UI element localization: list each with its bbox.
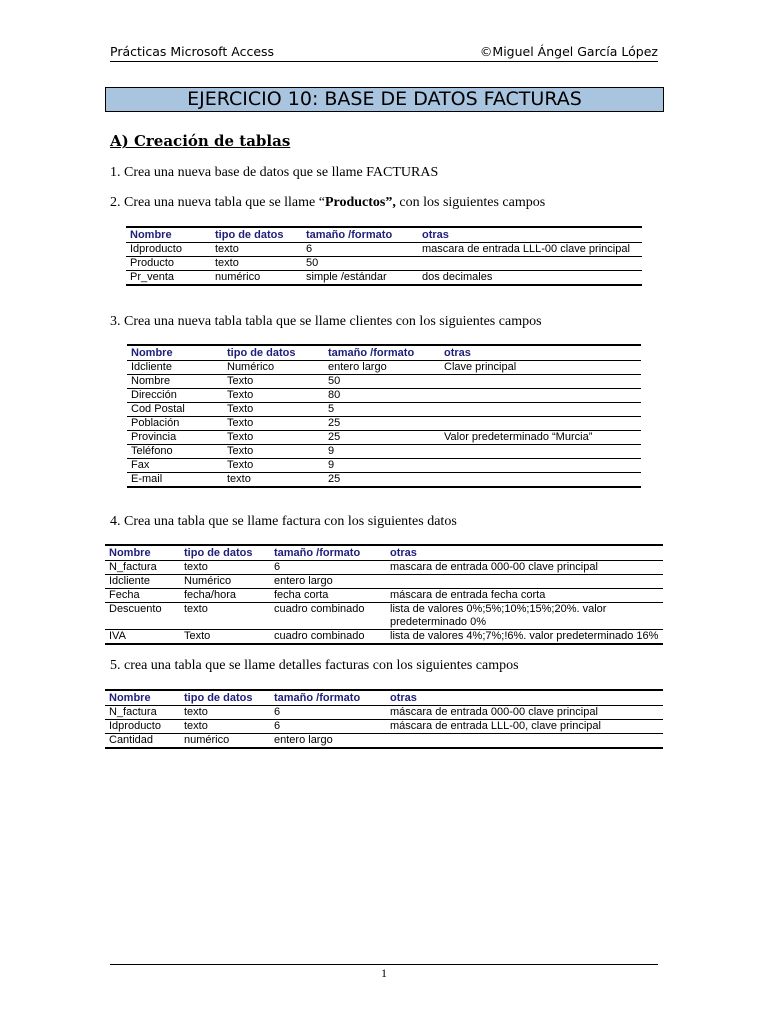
table-cell: texto [211,243,302,257]
table-cell: Cantidad [105,734,180,749]
table-cell: Texto [180,630,270,645]
instruction-5: 5. crea una tabla que se llame detalles facturas con los siguientes campos [110,658,519,673]
table-cell: Descuento [105,603,180,630]
table-cell: fecha corta [270,589,386,603]
column-header: otras [386,545,663,561]
table-cell: N_factura [105,706,180,720]
table-cell: texto [180,720,270,734]
table-row [126,257,642,271]
table-cell: Texto [223,375,324,389]
table-cell: texto [180,561,270,575]
table-cell: Cod Postal [127,403,223,417]
table-cell: Texto [223,445,324,459]
table-cell [440,403,641,417]
table-cell: máscara de entrada 000-00 clave principal [386,706,663,720]
table-cell: Idproducto [126,243,211,257]
table-cell: Valor predeterminado “Murcia” [440,431,641,445]
table-cell: Texto [223,389,324,403]
table-cell: máscara de entrada fecha corta [386,589,663,603]
table-cell: entero largo [270,575,386,589]
table-cell: 50 [324,375,440,389]
table-cell: Pr_venta [126,271,211,286]
column-header: otras [418,227,642,243]
table-cell: Texto [223,459,324,473]
table-cell [440,445,641,459]
table-cell: 9 [324,445,440,459]
instruction-2-post: con los siguientes campos [395,195,546,210]
instruction-2 [110,195,545,211]
column-header: Nombre [105,545,180,561]
table-cell [440,389,641,403]
table-cell: Texto [223,403,324,417]
table-row [127,375,641,389]
table-row [105,734,663,749]
table-cell: texto [180,603,270,630]
column-header: Nombre [126,227,211,243]
table-cell: Idcliente [127,361,223,375]
column-header: tipo de datos [180,690,270,706]
table-row [127,459,641,473]
table-cell: Teléfono [127,445,223,459]
table-row [105,603,663,630]
table-cell: numérico [180,734,270,749]
table-cell: Texto [223,417,324,431]
table-cell: Nombre [127,375,223,389]
table-cell [440,417,641,431]
table-cell: 6 [270,720,386,734]
header-left: Prácticas Microsoft Access [110,44,275,59]
table-cell: texto [223,473,324,488]
table-cell: Numérico [180,575,270,589]
table-cell: 80 [324,389,440,403]
column-header: otras [440,345,641,361]
table-cell: mascara de entrada LLL-00 clave principal [418,243,642,257]
section-heading: A) Creación de tablas [110,132,291,150]
column-header: tipo de datos [223,345,324,361]
table-cell: 25 [324,431,440,445]
table-row [127,417,641,431]
clientes-table [127,344,641,488]
table-cell: mascara de entrada 000-00 clave principal [386,561,663,575]
table-cell: 50 [302,257,418,271]
column-header: Nombre [105,690,180,706]
table-cell: entero largo [324,361,440,375]
table-row [127,473,641,488]
column-header: otras [386,690,663,706]
table-cell: lista de valores 4%;7%;!6%. valor predeterminado 16% [386,630,663,645]
table-row [105,706,663,720]
table-row [105,575,663,589]
table-cell: cuadro combinado [270,630,386,645]
table-cell: Texto [223,431,324,445]
table-cell [440,473,641,488]
table-cell: Numérico [223,361,324,375]
table-cell: Fax [127,459,223,473]
table-cell: E-mail [127,473,223,488]
table-cell [440,375,641,389]
table-row [127,445,641,459]
table-cell: 25 [324,417,440,431]
page-header [110,44,658,62]
column-header: tipo de datos [180,545,270,561]
table-row [105,589,663,603]
table-row [127,361,641,375]
table-cell: numérico [211,271,302,286]
table-cell: 6 [270,706,386,720]
table-cell: Idcliente [105,575,180,589]
instruction-1: 1. Crea una nueva base de datos que se llame FACTURAS [110,165,439,180]
table-cell: Dirección [127,389,223,403]
exercise-title: EJERCICIO 10: BASE DE DATOS FACTURAS [105,87,664,112]
table-cell: texto [180,706,270,720]
instruction-2-pre: 2. Crea una nueva tabla que se llame “ [110,195,325,210]
table-cell: Provincia [127,431,223,445]
table-cell: lista de valores 0%;5%;10%;15%;20%. valor predeterminado 0% [386,603,663,630]
table-cell: 9 [324,459,440,473]
table-cell: 6 [302,243,418,257]
table-row [127,389,641,403]
table-cell: Población [127,417,223,431]
table-cell [418,257,642,271]
table-row [105,630,663,645]
column-header: tamaño /formato [270,690,386,706]
page-number: 1 [381,966,387,980]
table-cell: dos decimales [418,271,642,286]
table-cell: IVA [105,630,180,645]
column-header: tamaño /formato [302,227,418,243]
table-cell: 6 [270,561,386,575]
instruction-3: 3. Crea una nueva tabla tabla que se llame clientes con los siguientes campos [110,314,542,329]
table-row [105,720,663,734]
table-row [105,561,663,575]
table-row [127,403,641,417]
footer-rule [110,964,658,965]
detalles-table [105,689,663,749]
table-cell [440,459,641,473]
table-cell: Fecha [105,589,180,603]
table-row [126,271,642,286]
column-header: tamaño /formato [324,345,440,361]
table-cell [386,575,663,589]
table-cell: simple /estándar [302,271,418,286]
productos-table [126,226,642,286]
factura-table [105,544,663,645]
table-cell: N_factura [105,561,180,575]
table-cell: Idproducto [105,720,180,734]
table-cell: entero largo [270,734,386,749]
instruction-4: 4. Crea una tabla que se llame factura con los siguientes datos [110,514,457,529]
table-cell: cuadro combinado [270,603,386,630]
table-cell: Clave principal [440,361,641,375]
column-header: tamaño /formato [270,545,386,561]
table-cell: Producto [126,257,211,271]
table-cell: máscara de entrada LLL-00, clave principal [386,720,663,734]
header-right: ©Miguel Ángel García López [479,44,658,59]
column-header: Nombre [127,345,223,361]
table-cell [386,734,663,749]
table-cell: 5 [324,403,440,417]
table-cell: 25 [324,473,440,488]
table-row [126,243,642,257]
column-header: tipo de datos [211,227,302,243]
instruction-2-bold: Productos”, [324,195,396,210]
table-row [127,431,641,445]
table-cell: texto [211,257,302,271]
table-cell: fecha/hora [180,589,270,603]
